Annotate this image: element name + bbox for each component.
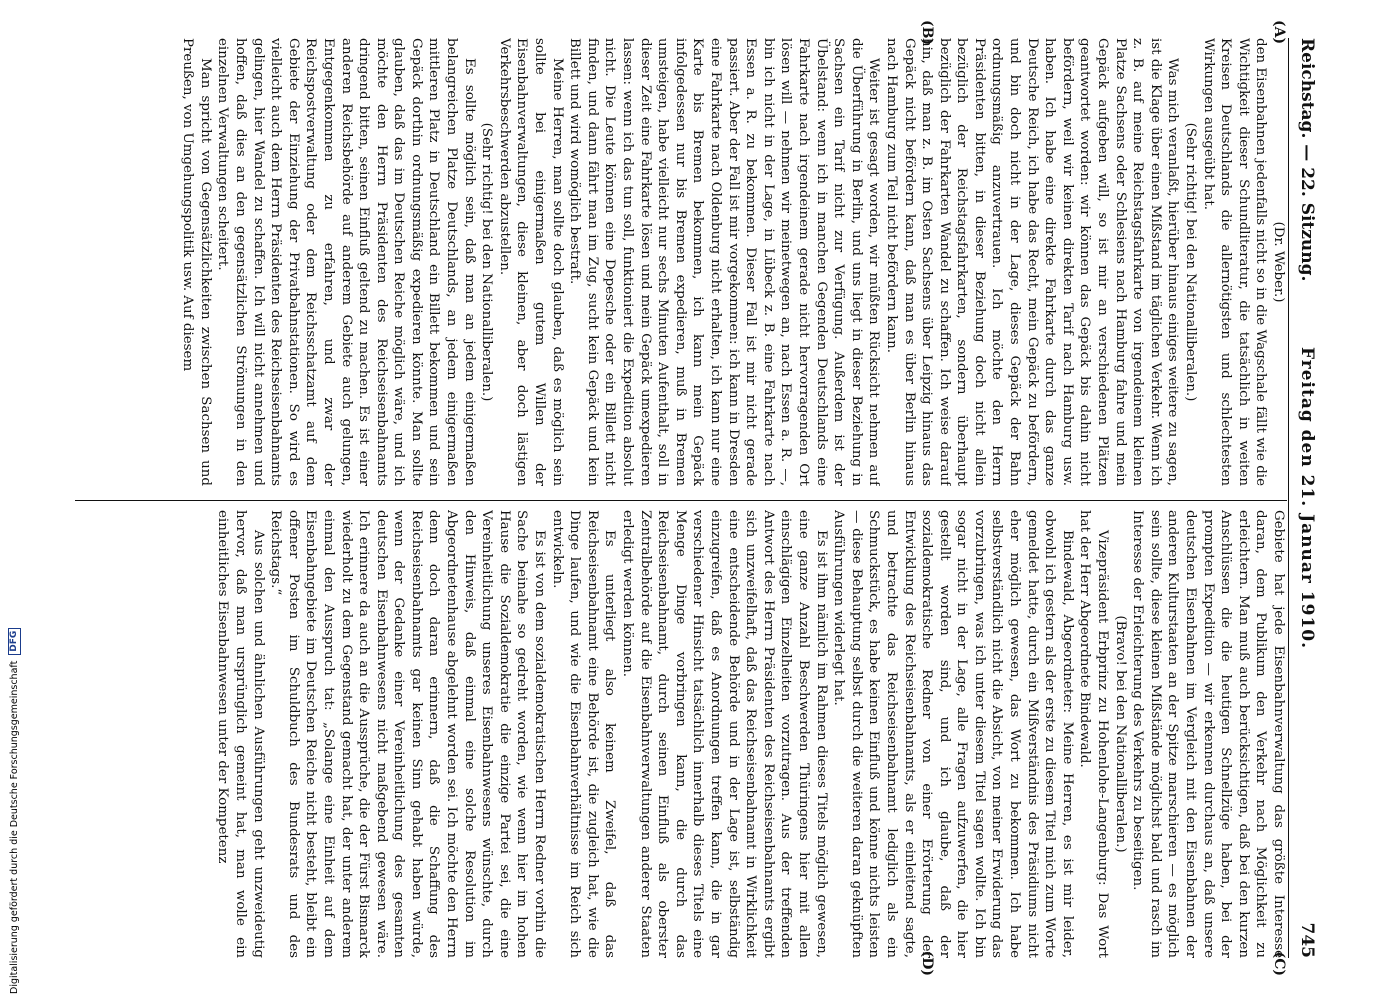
paragraph: Meine Herren, man sollte doch glauben, daß es möglich sein sollte bei einigermaßen gutem Willen der Eisenbahnverwaltungen, diese kleinen, aber doch lästigen Verkehrsbeschwerden abzustellen. — [496, 38, 565, 486]
paragraph: Gebiete hat jede Eisenbahnverwaltung das größte Interesse daran, dem Publikum den Verkehr nach Möglichkeit zu erleichtern. Man muß auch berücksichtigen, daß bei den kurzen Anschlüssen die die heutigen Schnellzüge haben, bei der prompten Expedition — wir erkennen durchaus an, daß unsere deutschen Eisenbahnen im Vergleich mit den Eisenbahnen der anderen Kulturstaaten an der Spitze marschieren — es möglich sein sollte, diese kleinen Mißstände möglichst bald und rasch im Interesse der Erleichterung des Verkehrs zu beseitigen. — [1130, 510, 1286, 958]
margin-marker-b: (B) — [919, 20, 935, 46]
paragraph: Was mich veranlaßt, hierüber hinaus einiges weitere zu sagen, ist die Klage über einen Mißstand im täglichen Verkehr. Wenn ich z. B. auf meine Reichstagsfahrkarte von irgendeinem kleinen Platze Sachsens oder Schlesiens nach Hamburg fahre und mein Gepäck aufgeben will, so ist mir an verschiedenen Plätzen geantwortet worden: wir können das Gepäck bis dahin nicht befördern, weil wir keinen direkten Tarif nach Hamburg usw. haben. Ich habe eine direkte Fahrkarte durch das ganze Deutsche Reich, ich habe das Recht, mein Gepäck zu befördern, und bin doch nicht in der Lage, dieses Gepäck der Bahn ordnungsmäßig anzuvertrauen. Ich möchte den Herrn Präsidenten bitten, in dieser Beziehung doch nicht allein bezüglich der Reichstagsfahrkarten, sondern überhaupt bezüglich der Fahrkarten Wandel zu schaffen. Ich weise darauf hin, daß man z. B. im Osten Sachsens über Leipzig hinaus das Gepäck nicht befördern kann, daß man es über Berlin hinaus nach Hamburg zum Teil nicht befördern kann. — [883, 38, 1181, 486]
text-columns — [75, 20, 1287, 976]
header-left: Reichstag. — 22. Sitzung. — [1297, 38, 1317, 282]
paragraph: Es ist von dem sozialdemokratischen Herrn Redner vorhin die Sache beinahe so gedreht worden, wie wenn hier im hohen Hause die Sozialdemokratie die einzige Partei sei, die eine Vereinheitlichung unseres Eisenbahnwesens wünschte, durch den Hinweis, daß einmal eine solche Resolution im Abgeordnetenhause abgelehnt worden sei. Ich möchte den Herrn denn doch daran erinnern, daß die Schaffung des Reichseisenbahnamts gar keinen Sinn gehabt haben würde, wenn der Gedanke einer Vereinheitlichung des gesamten deutschen Eisenbahnwesens nicht maßgebend gewesen wäre. Ich erinnere da auch an die Aussprüche, die der Fürst Bismarck wiederholt zu dem Gegenstand gemacht hat, der unter anderem einmal den Ausspruch tat: „Solange eine Einheit auf dem Eisenbahngebiete im Deutschen Reiche nicht besteht, bleibt ein offener Posten im Schuldbuch des Bundesrats und des Reichstags.“ — [268, 510, 548, 958]
paragraph: Man spricht von Gegensätzlichkeiten zwischen Sachsen und Preußen, von Umgehungspolitik usw. Auf diesem — [180, 38, 213, 486]
scanned-page — [67, 18, 1327, 978]
header-date: Freitag den 21. Januar 1910. — [1297, 346, 1317, 650]
paragraph: den Eisenbahnen jedenfalls nicht so in die Wagschale fällt wie die Wichtigkeit dieser Schundliteratur, die tatsächlich in weiten Kreisen Deutschlands die allernötigsten und schlechtesten Wirkungen ausgeübt hat. — [1200, 38, 1269, 486]
right-column — [75, 510, 1287, 958]
paragraph: Weiter ist gesagt worden, wir müßten Rücksicht nehmen auf die Überführung in Berlin, und uns liegt in dieser Beziehung in Sachsen ein Tarif nicht zur Verfügung. Außerdem ist der Übelstand: wenn ich in manchen Gegenden Deutschlands eine Fahrkarte nach irgendeinem gerade nicht hervorragenden Ort lösen will — nehmen wir meinetwegen an, nach Essen a. R. —, bin ich nicht in der Lage, in Lübeck z. B. eine Fahrkarte nach Essen a. R. zu bekommen. Dieser Fall ist mir nicht gerade passiert. Aber der Fall ist mir vorgekommen: ich kann in Dresden eine Fahrkarte nach Oldenburg nicht erhalten, ich kann nur eine Karte bis Bremen bekommen, ich kann mein Gepäck infolgedessen nur bis Bremen expedieren, muß in Bremen umsteigen, habe vielleicht nur sechs Minuten Aufenthalt, soll in dieser Zeit eine Fahrkarte lösen und mein Gepäck umexpedieren lassen: wenn ich das tun soll, funktioniert die Expedition absolut nicht. Die Leute können eine Depesche oder ein Billett nicht finden, und dann fährt man im Zug, sucht kein Gepäck und kein Billett und wird womöglich bestraft. — [567, 38, 882, 486]
paragraph: Es sollte möglich sein, daß man an jedem einigermaßen belangreichen Platze Deutschlands, an jedem einigermaßen mittleren Platz in Deutschland ein Billett bekommen und sein Gepäck dorthin ordnungsmäßig expedieren könnte. Man sollte glauben, daß das im Deutschen Reiche möglich wäre, und ich möchte den Herrn Präsidenten des Reichseisenbahnamts dringend bitten, seinen Einfluß geltend zu machen. Es ist einer anderen Reichsbehörde auf anderem Gebiete auch gelungen, Entgegenkommen zu erfahren, und zwar der Reichspostverwaltung oder dem Reichsschatzamt auf dem Gebiete der Einziehung der Privatbahnstationen. So wird es vielleicht auch dem Herrn Präsidenten des Reichseisenbahnamts gelingen, hier Wandel zu schaffen. Ich will nicht annehmen und hoffen, daß dies an den gegensätzlichen Strömungen in den einzelnen Verwaltungen scheitert. — [215, 38, 477, 486]
margin-marker-d: (D) — [919, 950, 935, 976]
interjection: (Bravo! bei den Nationalliberalen.) — [1112, 615, 1128, 853]
page-number: 745 — [1297, 922, 1317, 958]
speaker-paragraph: Bindewald, Abgeordneter: Meine Herren, es ist mir leider, obwohl ich gestern als der erste zu diesem Titel mich zum Worte gemeldet hatte, durch ein Mißverständnis des Präsidiums nicht eher möglich gewesen, das Wort zu bekommen. Ich habe selbstverständlich nicht die Absicht, von meiner Erwiderung das vorzubringen, was ich unter diesem Titel sagen wollte. Ich bin sogar nicht in der Lage, alle Fragen aufzuwerfen, die hier gestellt worden sind, und ich glaube, daß der sozialdemokratische Redner von einer Erörterung der Entwicklung des Reichseisenbahnamts, als er einleitend sagte, und betrachte das Reichseisenbahnamt lediglich als ein Schmuckstück, es habe keinen Einfluß und könne nichts leisten — diese Behauptung selbst durch die weiteren daran geknüpften Ausführungen widerlegt hat. — [831, 510, 1075, 958]
margin-marker-a: (A) — [1271, 20, 1287, 45]
paragraph: Es unterliegt also keinem Zweifel, daß das Reichseisenbahnamt eine Behörde ist, die zugleich hat, wie die Dinge laufen, und wie die Eisenbahnverhältnisse im Reich sich entwickeln. — [549, 510, 618, 958]
left-column — [75, 38, 1287, 486]
margin-marker-c: (C) — [1271, 951, 1287, 976]
column-divider — [75, 500, 1287, 501]
interjection: (Sehr richtig! bei den Nationalliberalen.) — [479, 122, 495, 402]
paragraph: Aus solchen und ähnlichen Ausführungen geht unzweideutig hervor, daß man ursprünglich gemeint hat, man wolle ein einheitliches Eisenbahnwesen unter der Kompetenz — [215, 510, 266, 958]
dfg-logo: DFG — [8, 628, 21, 655]
speaker-note: (Dr. Weber.) — [1271, 221, 1286, 303]
interjection: (Sehr richtig! bei den Nationalliberalen.) — [1183, 122, 1199, 402]
funding-text: Digitalisierung gefördert durch die Deutsche Forschungsgemeinschaft — [9, 660, 20, 994]
page-header — [1288, 38, 1321, 958]
speaker-intro: Vizepräsident Erbprinz zu Hohenlohe-Langenburg: Das Wort hat der Herr Abgeordnete Bindewald. — [1077, 510, 1111, 958]
funding-note — [8, 628, 21, 994]
paragraph: Es ist ihm nämlich im Rahmen dieses Titels möglich gewesen, eine ganze Anzahl Beschwerden Thüringens hier mit allen einschlägigen Einzelheiten vorzutragen. Aus der treffenden Antwort des Herrn Präsidenten des Reichseisenbahnamts ergibt sich unzweifelhaft, daß das Reichseisenbahnamt in Wirklichkeit eine entscheidende Behörde und in der Lage ist, selbständig einzugreifen, daß es Anordnungen treffen kann, die in gar verschiedener Hinsicht tatsächlich innerhalb dieses Titels eine Menge Dinge vorbringen kann, die durch das Reichseisenbahnamt, durch seinen Einfluß als oberster Zentralbehörde auf die Eisenbahnverwaltungen anderer Staaten erledigt werden können. — [620, 510, 829, 958]
